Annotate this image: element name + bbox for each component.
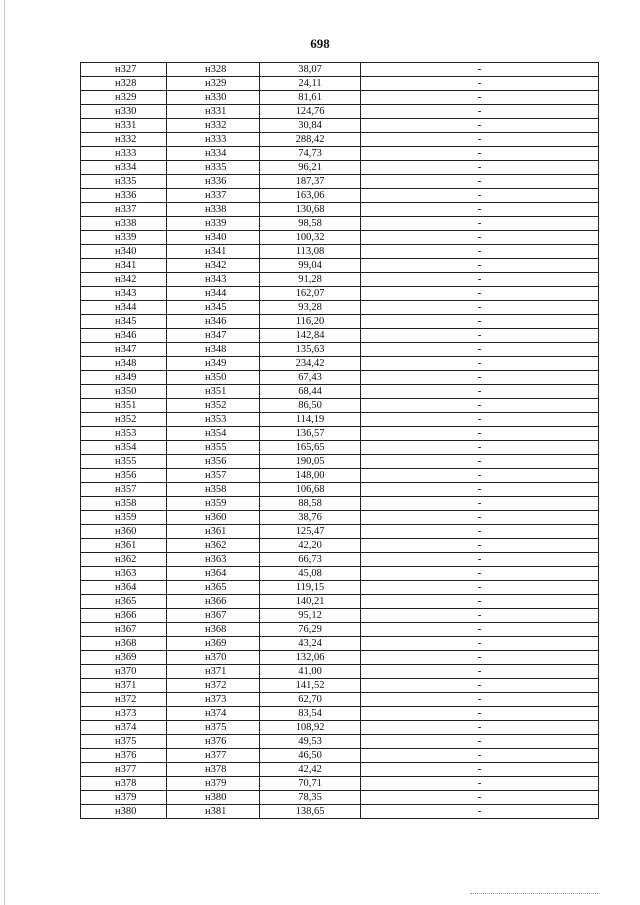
table-row bbox=[81, 707, 599, 721]
table-row bbox=[81, 763, 599, 777]
note-cell: - bbox=[361, 147, 599, 161]
from-point-cell: н330 bbox=[81, 105, 167, 119]
from-point-cell: н378 bbox=[81, 777, 167, 791]
to-point-cell: н368 bbox=[167, 623, 260, 637]
note-cell: - bbox=[361, 259, 599, 273]
note-cell: - bbox=[361, 413, 599, 427]
length-cell: 148,00 bbox=[260, 469, 361, 483]
note-cell: - bbox=[361, 581, 599, 595]
table-row bbox=[81, 441, 599, 455]
table-row bbox=[81, 147, 599, 161]
to-point-cell: н365 bbox=[167, 581, 260, 595]
length-cell: 93,28 bbox=[260, 301, 361, 315]
table-row bbox=[81, 161, 599, 175]
to-point-cell: н370 bbox=[167, 651, 260, 665]
note-cell: - bbox=[361, 455, 599, 469]
from-point-cell: н365 bbox=[81, 595, 167, 609]
from-point-cell: н369 bbox=[81, 651, 167, 665]
length-cell: 96,21 bbox=[260, 161, 361, 175]
to-point-cell: н380 bbox=[167, 791, 260, 805]
note-cell: - bbox=[361, 777, 599, 791]
to-point-cell: н347 bbox=[167, 329, 260, 343]
length-cell: 95,12 bbox=[260, 609, 361, 623]
table-row bbox=[81, 679, 599, 693]
length-cell: 141,52 bbox=[260, 679, 361, 693]
length-cell: 67,43 bbox=[260, 371, 361, 385]
to-point-cell: н364 bbox=[167, 567, 260, 581]
to-point-cell: н336 bbox=[167, 175, 260, 189]
from-point-cell: н336 bbox=[81, 189, 167, 203]
from-point-cell: н331 bbox=[81, 119, 167, 133]
to-point-cell: н330 bbox=[167, 91, 260, 105]
to-point-cell: н332 bbox=[167, 119, 260, 133]
to-point-cell: н381 bbox=[167, 805, 260, 819]
from-point-cell: н361 bbox=[81, 539, 167, 553]
to-point-cell: н362 bbox=[167, 539, 260, 553]
from-point-cell: н368 bbox=[81, 637, 167, 651]
length-cell: 76,29 bbox=[260, 623, 361, 637]
note-cell: - bbox=[361, 119, 599, 133]
from-point-cell: н376 bbox=[81, 749, 167, 763]
table-row bbox=[81, 203, 599, 217]
length-cell: 119,15 bbox=[260, 581, 361, 595]
note-cell: - bbox=[361, 721, 599, 735]
note-cell: - bbox=[361, 483, 599, 497]
from-point-cell: н358 bbox=[81, 497, 167, 511]
to-point-cell: н360 bbox=[167, 511, 260, 525]
from-point-cell: н333 bbox=[81, 147, 167, 161]
table-row bbox=[81, 329, 599, 343]
note-cell: - bbox=[361, 609, 599, 623]
from-point-cell: н338 bbox=[81, 217, 167, 231]
note-cell: - bbox=[361, 203, 599, 217]
table-row bbox=[81, 231, 599, 245]
to-point-cell: н333 bbox=[167, 133, 260, 147]
to-point-cell: н359 bbox=[167, 497, 260, 511]
table-row bbox=[81, 119, 599, 133]
from-point-cell: н367 bbox=[81, 623, 167, 637]
note-cell: - bbox=[361, 315, 599, 329]
length-cell: 138,65 bbox=[260, 805, 361, 819]
to-point-cell: н374 bbox=[167, 707, 260, 721]
length-cell: 114,19 bbox=[260, 413, 361, 427]
note-cell: - bbox=[361, 511, 599, 525]
to-point-cell: н340 bbox=[167, 231, 260, 245]
length-cell: 165,65 bbox=[260, 441, 361, 455]
table-row bbox=[81, 343, 599, 357]
table-row bbox=[81, 553, 599, 567]
coordinates-table-wrapper bbox=[80, 62, 598, 819]
table-row bbox=[81, 217, 599, 231]
from-point-cell: н348 bbox=[81, 357, 167, 371]
to-point-cell: н350 bbox=[167, 371, 260, 385]
from-point-cell: н349 bbox=[81, 371, 167, 385]
length-cell: 83,54 bbox=[260, 707, 361, 721]
length-cell: 70,71 bbox=[260, 777, 361, 791]
table-row bbox=[81, 259, 599, 273]
table-row bbox=[81, 91, 599, 105]
note-cell: - bbox=[361, 707, 599, 721]
segments-table bbox=[80, 62, 599, 819]
to-point-cell: н379 bbox=[167, 777, 260, 791]
table-row bbox=[81, 595, 599, 609]
table-row bbox=[81, 483, 599, 497]
from-point-cell: н347 bbox=[81, 343, 167, 357]
note-cell: - bbox=[361, 693, 599, 707]
to-point-cell: н369 bbox=[167, 637, 260, 651]
table-row bbox=[81, 287, 599, 301]
note-cell: - bbox=[361, 399, 599, 413]
note-cell: - bbox=[361, 539, 599, 553]
table-row bbox=[81, 665, 599, 679]
length-cell: 124,76 bbox=[260, 105, 361, 119]
from-point-cell: н366 bbox=[81, 609, 167, 623]
note-cell: - bbox=[361, 357, 599, 371]
to-point-cell: н329 bbox=[167, 77, 260, 91]
note-cell: - bbox=[361, 749, 599, 763]
length-cell: 136,57 bbox=[260, 427, 361, 441]
length-cell: 116,20 bbox=[260, 315, 361, 329]
length-cell: 234,42 bbox=[260, 357, 361, 371]
from-point-cell: н353 bbox=[81, 427, 167, 441]
table-row bbox=[81, 63, 599, 77]
note-cell: - bbox=[361, 497, 599, 511]
length-cell: 62,70 bbox=[260, 693, 361, 707]
to-point-cell: н355 bbox=[167, 441, 260, 455]
length-cell: 98,58 bbox=[260, 217, 361, 231]
to-point-cell: н363 bbox=[167, 553, 260, 567]
from-point-cell: н363 bbox=[81, 567, 167, 581]
table-row bbox=[81, 623, 599, 637]
from-point-cell: н375 bbox=[81, 735, 167, 749]
note-cell: - bbox=[361, 343, 599, 357]
table-row bbox=[81, 637, 599, 651]
table-row bbox=[81, 721, 599, 735]
to-point-cell: н367 bbox=[167, 609, 260, 623]
from-point-cell: н356 bbox=[81, 469, 167, 483]
to-point-cell: н373 bbox=[167, 693, 260, 707]
note-cell: - bbox=[361, 77, 599, 91]
length-cell: 142,84 bbox=[260, 329, 361, 343]
to-point-cell: н361 bbox=[167, 525, 260, 539]
note-cell: - bbox=[361, 637, 599, 651]
table-row bbox=[81, 525, 599, 539]
length-cell: 86,50 bbox=[260, 399, 361, 413]
to-point-cell: н341 bbox=[167, 245, 260, 259]
length-cell: 135,63 bbox=[260, 343, 361, 357]
note-cell: - bbox=[361, 791, 599, 805]
from-point-cell: н372 bbox=[81, 693, 167, 707]
note-cell: - bbox=[361, 133, 599, 147]
to-point-cell: н337 bbox=[167, 189, 260, 203]
table-row bbox=[81, 777, 599, 791]
length-cell: 100,32 bbox=[260, 231, 361, 245]
note-cell: - bbox=[361, 553, 599, 567]
from-point-cell: н360 bbox=[81, 525, 167, 539]
length-cell: 68,44 bbox=[260, 385, 361, 399]
to-point-cell: н328 bbox=[167, 63, 260, 77]
length-cell: 38,76 bbox=[260, 511, 361, 525]
table-row bbox=[81, 749, 599, 763]
length-cell: 66,73 bbox=[260, 553, 361, 567]
from-point-cell: н346 bbox=[81, 329, 167, 343]
length-cell: 88,58 bbox=[260, 497, 361, 511]
table-row bbox=[81, 189, 599, 203]
to-point-cell: н335 bbox=[167, 161, 260, 175]
note-cell: - bbox=[361, 189, 599, 203]
from-point-cell: н335 bbox=[81, 175, 167, 189]
length-cell: 30,84 bbox=[260, 119, 361, 133]
from-point-cell: н329 bbox=[81, 91, 167, 105]
length-cell: 42,42 bbox=[260, 763, 361, 777]
table-row bbox=[81, 609, 599, 623]
table-row bbox=[81, 497, 599, 511]
length-cell: 46,50 bbox=[260, 749, 361, 763]
length-cell: 125,47 bbox=[260, 525, 361, 539]
length-cell: 43,24 bbox=[260, 637, 361, 651]
table-row bbox=[81, 371, 599, 385]
to-point-cell: н357 bbox=[167, 469, 260, 483]
note-cell: - bbox=[361, 371, 599, 385]
length-cell: 113,08 bbox=[260, 245, 361, 259]
to-point-cell: н375 bbox=[167, 721, 260, 735]
table-row bbox=[81, 315, 599, 329]
to-point-cell: н351 bbox=[167, 385, 260, 399]
table-row bbox=[81, 693, 599, 707]
length-cell: 190,05 bbox=[260, 455, 361, 469]
table-row bbox=[81, 133, 599, 147]
from-point-cell: н359 bbox=[81, 511, 167, 525]
length-cell: 288,42 bbox=[260, 133, 361, 147]
to-point-cell: н339 bbox=[167, 217, 260, 231]
note-cell: - bbox=[361, 91, 599, 105]
table-row bbox=[81, 567, 599, 581]
to-point-cell: н338 bbox=[167, 203, 260, 217]
to-point-cell: н376 bbox=[167, 735, 260, 749]
note-cell: - bbox=[361, 665, 599, 679]
note-cell: - bbox=[361, 301, 599, 315]
length-cell: 106,68 bbox=[260, 483, 361, 497]
to-point-cell: н358 bbox=[167, 483, 260, 497]
length-cell: 132,06 bbox=[260, 651, 361, 665]
table-row bbox=[81, 539, 599, 553]
note-cell: - bbox=[361, 441, 599, 455]
from-point-cell: н342 bbox=[81, 273, 167, 287]
length-cell: 42,20 bbox=[260, 539, 361, 553]
note-cell: - bbox=[361, 329, 599, 343]
table-body bbox=[81, 63, 599, 819]
to-point-cell: н378 bbox=[167, 763, 260, 777]
to-point-cell: н344 bbox=[167, 287, 260, 301]
table-row bbox=[81, 413, 599, 427]
note-cell: - bbox=[361, 763, 599, 777]
note-cell: - bbox=[361, 469, 599, 483]
length-cell: 140,21 bbox=[260, 595, 361, 609]
length-cell: 108,92 bbox=[260, 721, 361, 735]
to-point-cell: н352 bbox=[167, 399, 260, 413]
note-cell: - bbox=[361, 105, 599, 119]
to-point-cell: н366 bbox=[167, 595, 260, 609]
table-row bbox=[81, 301, 599, 315]
from-point-cell: н362 bbox=[81, 553, 167, 567]
from-point-cell: н344 bbox=[81, 301, 167, 315]
note-cell: - bbox=[361, 735, 599, 749]
note-cell: - bbox=[361, 231, 599, 245]
length-cell: 163,06 bbox=[260, 189, 361, 203]
table-row bbox=[81, 427, 599, 441]
length-cell: 45,08 bbox=[260, 567, 361, 581]
note-cell: - bbox=[361, 651, 599, 665]
note-cell: - bbox=[361, 679, 599, 693]
table-row bbox=[81, 791, 599, 805]
from-point-cell: н352 bbox=[81, 413, 167, 427]
to-point-cell: н345 bbox=[167, 301, 260, 315]
from-point-cell: н334 bbox=[81, 161, 167, 175]
table-row bbox=[81, 511, 599, 525]
from-point-cell: н355 bbox=[81, 455, 167, 469]
note-cell: - bbox=[361, 63, 599, 77]
note-cell: - bbox=[361, 161, 599, 175]
from-point-cell: н371 bbox=[81, 679, 167, 693]
length-cell: 78,35 bbox=[260, 791, 361, 805]
length-cell: 74,73 bbox=[260, 147, 361, 161]
length-cell: 38,07 bbox=[260, 63, 361, 77]
to-point-cell: н331 bbox=[167, 105, 260, 119]
table-row bbox=[81, 245, 599, 259]
note-cell: - bbox=[361, 217, 599, 231]
from-point-cell: н377 bbox=[81, 763, 167, 777]
from-point-cell: н345 bbox=[81, 315, 167, 329]
from-point-cell: н373 bbox=[81, 707, 167, 721]
table-row bbox=[81, 105, 599, 119]
table-row bbox=[81, 385, 599, 399]
from-point-cell: н374 bbox=[81, 721, 167, 735]
note-cell: - bbox=[361, 287, 599, 301]
length-cell: 91,28 bbox=[260, 273, 361, 287]
to-point-cell: н334 bbox=[167, 147, 260, 161]
to-point-cell: н346 bbox=[167, 315, 260, 329]
from-point-cell: н357 bbox=[81, 483, 167, 497]
note-cell: - bbox=[361, 805, 599, 819]
table-row bbox=[81, 399, 599, 413]
to-point-cell: н342 bbox=[167, 259, 260, 273]
table-row bbox=[81, 175, 599, 189]
table-row bbox=[81, 581, 599, 595]
from-point-cell: н350 bbox=[81, 385, 167, 399]
from-point-cell: н327 bbox=[81, 63, 167, 77]
table-row bbox=[81, 469, 599, 483]
table-row bbox=[81, 77, 599, 91]
length-cell: 24,11 bbox=[260, 77, 361, 91]
length-cell: 41,00 bbox=[260, 665, 361, 679]
page-number: 698 bbox=[310, 36, 330, 51]
table-row bbox=[81, 357, 599, 371]
length-cell: 130,68 bbox=[260, 203, 361, 217]
note-cell: - bbox=[361, 245, 599, 259]
from-point-cell: н364 bbox=[81, 581, 167, 595]
scan-edge-line bbox=[4, 0, 5, 905]
table-row bbox=[81, 651, 599, 665]
table-row bbox=[81, 735, 599, 749]
note-cell: - bbox=[361, 525, 599, 539]
to-point-cell: н371 bbox=[167, 665, 260, 679]
table-row bbox=[81, 455, 599, 469]
to-point-cell: н372 bbox=[167, 679, 260, 693]
length-cell: 162,07 bbox=[260, 287, 361, 301]
table-row bbox=[81, 273, 599, 287]
from-point-cell: н328 bbox=[81, 77, 167, 91]
from-point-cell: н379 bbox=[81, 791, 167, 805]
to-point-cell: н348 bbox=[167, 343, 260, 357]
note-cell: - bbox=[361, 595, 599, 609]
note-cell: - bbox=[361, 567, 599, 581]
from-point-cell: н337 bbox=[81, 203, 167, 217]
length-cell: 81,61 bbox=[260, 91, 361, 105]
table-row bbox=[81, 805, 599, 819]
from-point-cell: н332 bbox=[81, 133, 167, 147]
length-cell: 99,04 bbox=[260, 259, 361, 273]
scan-artifact bbox=[470, 893, 600, 895]
note-cell: - bbox=[361, 385, 599, 399]
length-cell: 49,53 bbox=[260, 735, 361, 749]
to-point-cell: н343 bbox=[167, 273, 260, 287]
from-point-cell: н339 bbox=[81, 231, 167, 245]
to-point-cell: н353 bbox=[167, 413, 260, 427]
from-point-cell: н354 bbox=[81, 441, 167, 455]
from-point-cell: н351 bbox=[81, 399, 167, 413]
to-point-cell: н377 bbox=[167, 749, 260, 763]
from-point-cell: н380 bbox=[81, 805, 167, 819]
note-cell: - bbox=[361, 427, 599, 441]
from-point-cell: н343 bbox=[81, 287, 167, 301]
note-cell: - bbox=[361, 623, 599, 637]
note-cell: - bbox=[361, 273, 599, 287]
to-point-cell: н354 bbox=[167, 427, 260, 441]
from-point-cell: н341 bbox=[81, 259, 167, 273]
note-cell: - bbox=[361, 175, 599, 189]
length-cell: 187,37 bbox=[260, 175, 361, 189]
from-point-cell: н370 bbox=[81, 665, 167, 679]
to-point-cell: н356 bbox=[167, 455, 260, 469]
from-point-cell: н340 bbox=[81, 245, 167, 259]
to-point-cell: н349 bbox=[167, 357, 260, 371]
